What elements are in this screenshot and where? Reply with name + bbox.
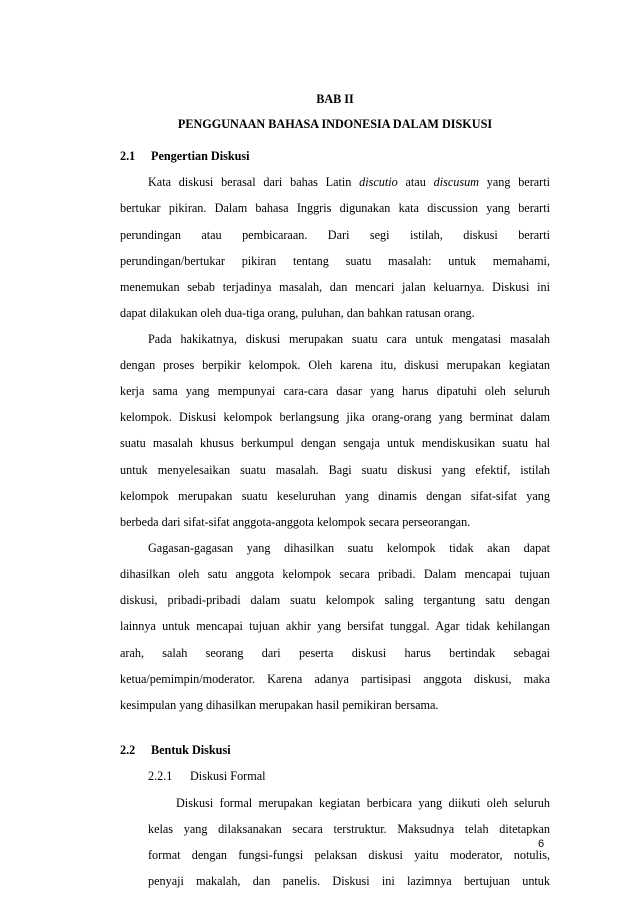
paragraph-line: diskusi, pribadi-pribadi dalam suatu kelompok saling tergantung satu dengan — [120, 593, 550, 607]
paragraph-line: Diskusi formal merupakan kegiatan berbicara yang diikuti oleh seluruh — [176, 796, 550, 810]
paragraph-line: perundingan atau pembicaraan. Dari segi istilah, diskusi berarti — [120, 228, 550, 242]
latin-term: discusum — [433, 175, 479, 189]
paragraph-line: Kata diskusi berasal dari bahas Latin discutio atau discusum yang berarti — [148, 175, 551, 189]
paragraph-line: kelas yang dilaksanakan secara terstruktur. Maksudnya telah ditetapkan — [148, 822, 550, 836]
chapter-title: PENGGUNAAN BAHASA INDONESIA DALAM DISKUSI — [177, 117, 493, 131]
paragraph-line: Gagasan-gagasan yang dihasilkan suatu kelompok tidak akan dapat — [148, 541, 550, 555]
paragraph-line: kesimpulan yang dihasilkan merupakan hasil pemikiran bersama. — [120, 698, 439, 712]
section-heading: Pengertian Diskusi — [151, 149, 250, 163]
paragraph-line: ketua/pemimpin/moderator. Karena adanya partisipasi anggota diskusi, maka — [120, 672, 550, 686]
paragraph-line: dengan proses berpikir kelompok. Oleh karena itu, diskusi merupakan kegiatan — [120, 358, 550, 372]
paragraph-line: kelompok. Diskusi kelompok berlangsung jika orang-orang yang berminat dalam — [120, 410, 550, 424]
paragraph-line: menemukan sebab terjadinya masalah, dan mencari jalan keluarnya. Diskusi ini — [120, 280, 550, 294]
paragraph-line: dihasilkan oleh satu anggota kelompok secara pribadi. Dalam mencapai tujuan — [120, 567, 550, 581]
paragraph-line: kerja sama yang mempunyai cara-cara dasar yang harus dipatuhi oleh seluruh — [120, 384, 550, 398]
paragraph-line: penyaji makalah, dan panelis. Diskusi ini lazimnya bertujuan untuk — [148, 874, 550, 888]
paragraph-line: berbeda dari sifat-sifat anggota-anggota kelompok secara perseorangan. — [120, 515, 471, 529]
paragraph-line: suatu masalah khusus berkumpul dengan sengaja untuk mendiskusikan suatu hal — [120, 436, 550, 450]
paragraph-line: Pada hakikatnya, diskusi merupakan suatu cara untuk mengatasi masalah — [148, 332, 550, 346]
section-number: 2.2 — [120, 743, 136, 757]
paragraph-line: perundingan/bertukar pikiran tentang suatu masalah: untuk memahami, — [120, 254, 550, 268]
page-number: 6 — [538, 838, 545, 850]
paragraph-line: arah, salah seorang dari peserta diskusi harus bertindak sebagai — [120, 646, 550, 660]
paragraph-line: lainnya untuk mencapai tujuan akhir yang bersifat tunggal. Agar tidak kehilangan — [120, 619, 550, 633]
section-heading: Bentuk Diskusi — [151, 743, 231, 757]
paragraph-line: untuk menyelesaikan suatu masalah. Bagi suatu diskusi yang efektif, istilah — [120, 463, 550, 477]
chapter-label: BAB II — [316, 92, 354, 106]
paragraph-line: bertukar pikiran. Dalam bahasa Inggris digunakan kata discussion yang berarti — [120, 201, 550, 215]
section-number: 2.1 — [120, 149, 136, 163]
paragraph-line: format dengan fungsi-fungsi pelaksan diskusi yaitu moderator, notulis, — [148, 848, 550, 862]
latin-term: discutio — [359, 175, 398, 189]
subsection-heading: Diskusi Formal — [190, 769, 266, 783]
subsection-number: 2.2.1 — [148, 769, 173, 783]
paragraph-line: kelompok merupakan suatu keseluruhan yang dinamis dengan sifat-sifat yang — [120, 489, 550, 503]
paragraph-line: dapat dilakukan oleh dua-tiga orang, puluhan, dan bahkan ratusan orang. — [120, 306, 475, 320]
